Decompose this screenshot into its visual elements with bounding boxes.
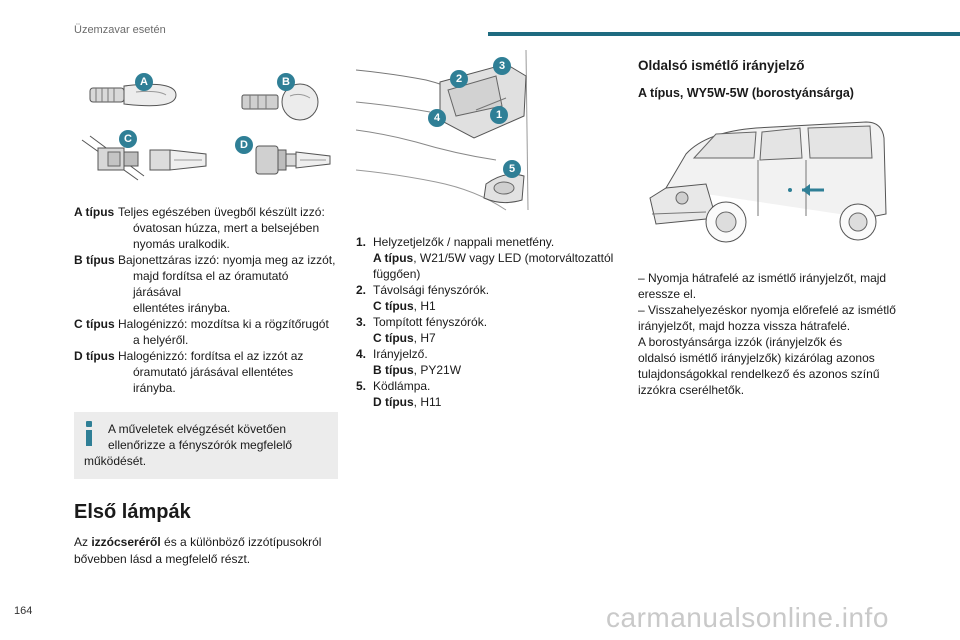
lamp-spec: , H7 bbox=[413, 331, 436, 345]
type-text-line: ellentétes irányba. bbox=[133, 301, 231, 315]
bulb-b-badge: B bbox=[277, 73, 295, 91]
lamp-list bbox=[356, 234, 620, 410]
lamp-title: Távolsági fényszórók. bbox=[373, 283, 490, 297]
lamp-type: C típus bbox=[373, 331, 414, 345]
bulb-a-badge: A bbox=[135, 73, 153, 91]
instruction-line: irányjelzőt, majd hozza vissza hátrafelé. bbox=[638, 319, 851, 333]
lamp-badge-5: 5 bbox=[503, 160, 521, 178]
lamp-type: B típus bbox=[373, 363, 414, 377]
type-label: D típus bbox=[74, 349, 115, 363]
type-label: C típus bbox=[74, 317, 115, 331]
lamp-number: 3. bbox=[356, 315, 367, 329]
bulb-a-illustration bbox=[88, 74, 178, 116]
type-text-line: a helyéről. bbox=[133, 333, 189, 347]
lamp-list-item bbox=[356, 346, 620, 378]
lamp-badge-3: 3 bbox=[493, 57, 511, 75]
paragraph-text: és a különböző izzótípusokról bbox=[160, 535, 322, 549]
type-row-a bbox=[74, 204, 338, 252]
instruction-line: A borostyánsárga izzók (irányjelzők és bbox=[638, 335, 843, 349]
bulb-d-badge: D bbox=[235, 136, 253, 154]
front-lamps-paragraph bbox=[74, 534, 338, 568]
type-text-line: Halogénizzó: mozdítsa ki a rögzítőrugót bbox=[118, 317, 329, 331]
section-title-side-repeater: Oldalsó ismétlő irányjelző bbox=[638, 58, 805, 73]
paragraph-text: bővebben lásd a megfelelő részt. bbox=[74, 552, 251, 566]
lamp-spec: , H11 bbox=[413, 395, 442, 409]
type-text-line: Bajonettzáras izzó: nyomja meg az izzót, bbox=[118, 253, 336, 267]
type-label: A típus bbox=[74, 205, 115, 219]
lamp-title: Ködlámpa. bbox=[373, 379, 431, 393]
type-text-line: óramutató járásával ellentétes irányba. bbox=[133, 365, 294, 395]
watermark-text: carmanualsonline.info bbox=[606, 602, 889, 633]
column-front-lamps bbox=[356, 50, 620, 410]
paragraph-text: Az bbox=[74, 535, 92, 549]
type-text-line: majd fordítsa el az óramutató járásával bbox=[133, 269, 289, 299]
bulb-c-badge: C bbox=[119, 130, 137, 148]
lamp-list-item bbox=[356, 378, 620, 410]
type-row-c bbox=[74, 316, 338, 348]
section-title-front-lamps: Első lámpák bbox=[74, 501, 191, 523]
side-repeater-subtitle: A típus, WY5W-5W (borostyánsárga) bbox=[638, 86, 854, 100]
van-drawing bbox=[646, 118, 896, 248]
lamp-list-item bbox=[356, 314, 620, 346]
lamp-badge-1: 1 bbox=[490, 106, 508, 124]
lamp-type: A típus bbox=[373, 251, 414, 265]
lamp-type: C típus bbox=[373, 299, 414, 313]
lamp-number: 1. bbox=[356, 235, 367, 249]
instruction-line: oldalsó ismétlő irányjelzők) kizárólag azonos bbox=[638, 351, 875, 365]
lamp-spec: , H1 bbox=[413, 299, 436, 313]
page-number: 164 bbox=[14, 605, 33, 617]
lamp-spec: , W21/5W vagy LED (motorváltozattól bbox=[413, 251, 614, 265]
bulb-c-illustration bbox=[78, 130, 218, 186]
info-icon bbox=[85, 421, 93, 447]
lamp-number: 2. bbox=[356, 283, 367, 297]
info-text-line: ellenőrizze a fényszórók megfelelő bbox=[108, 438, 293, 452]
instruction-line: – Nyomja hátrafelé az ismétlő irányjelzőt, majd bbox=[638, 271, 887, 285]
type-row-b bbox=[74, 252, 338, 316]
instruction-line: – Visszahelyezéskor nyomja előrefelé az ismétlő bbox=[638, 303, 896, 317]
instruction-line: tulajdonságokkal rendelkező és azonos színű bbox=[638, 367, 880, 381]
lamp-spec: függően) bbox=[373, 267, 421, 281]
lamp-type: D típus bbox=[373, 395, 414, 409]
type-text-line: nyomás uralkodik. bbox=[133, 237, 230, 251]
info-text-line: működését. bbox=[84, 454, 147, 468]
column-side-repeater bbox=[638, 58, 908, 398]
bulb-illustrations bbox=[74, 60, 338, 190]
type-label: B típus bbox=[74, 253, 115, 267]
instruction-line: eressze el. bbox=[638, 287, 697, 301]
lamp-list-item bbox=[356, 282, 620, 314]
instruction-line: izzókra cserélhetők. bbox=[638, 383, 745, 397]
van-illustration bbox=[638, 118, 908, 248]
header-accent-bar bbox=[488, 32, 960, 36]
type-row-d bbox=[74, 348, 338, 396]
type-text-line: óvatosan húzza, mert a belsejében bbox=[133, 221, 320, 235]
lamp-title: Irányjelző. bbox=[373, 347, 428, 361]
lamp-list-item bbox=[356, 234, 620, 282]
bulb-type-descriptions bbox=[74, 204, 338, 396]
bulb-d-illustration bbox=[252, 136, 336, 184]
type-text-line: Teljes egészében üvegből készült izzó: bbox=[118, 205, 325, 219]
lamp-badge-2: 2 bbox=[450, 70, 468, 88]
lamp-number: 4. bbox=[356, 347, 367, 361]
lamp-number: 5. bbox=[356, 379, 367, 393]
info-note-box bbox=[74, 412, 338, 479]
type-text-line: Halogénizzó: fordítsa el az izzót az bbox=[118, 349, 304, 363]
info-text-line: A műveletek elvégzését követően bbox=[108, 422, 287, 436]
lamp-title: Tompított fényszórók. bbox=[373, 315, 488, 329]
lamp-spec: , PY21W bbox=[413, 363, 462, 377]
side-repeater-instructions bbox=[638, 270, 908, 398]
lamp-title: Helyzetjelzők / nappali menetfény. bbox=[373, 235, 555, 249]
running-header: Üzemzavar esetén bbox=[74, 24, 166, 36]
paragraph-bold-text: izzócseréről bbox=[91, 535, 161, 549]
column-bulb-types bbox=[74, 60, 338, 568]
lamp-badge-4: 4 bbox=[428, 109, 446, 127]
headlamp-illustration bbox=[356, 50, 546, 220]
